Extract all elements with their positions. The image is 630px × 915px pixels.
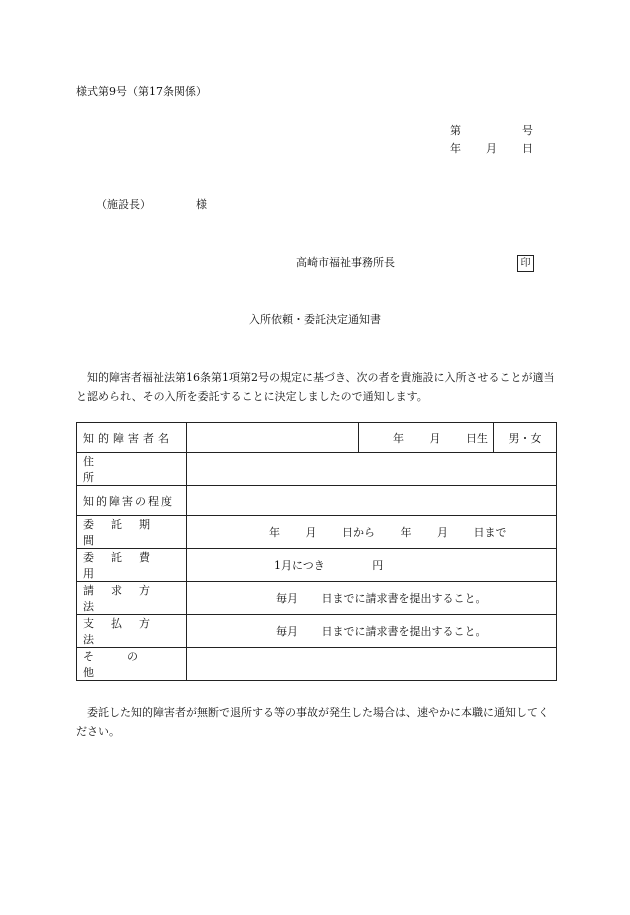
label-address-text: 住所 (83, 455, 171, 484)
from-year: 年 (269, 526, 280, 539)
birth-day: 日生 (466, 431, 488, 445)
label-degree (77, 486, 187, 516)
row-payment (77, 615, 557, 648)
gender-cell[interactable] (494, 423, 557, 453)
to-day: 日まで (473, 526, 507, 539)
other-cell[interactable] (187, 648, 557, 681)
recipient-honorific: 様 (196, 198, 207, 211)
payment-cell[interactable] (187, 615, 557, 648)
row-degree (77, 486, 557, 516)
label-other (77, 648, 187, 681)
row-other (77, 648, 557, 681)
payment-text: 日までに請求書を提出すること。 (321, 625, 487, 638)
row-billing (77, 582, 557, 615)
sender-name: 高崎市福祉事務所長 (296, 256, 395, 269)
date-year: 年 (450, 142, 461, 155)
cost-cell[interactable] (187, 549, 557, 582)
notice-table (76, 422, 557, 681)
label-other-text: その他 (83, 650, 171, 679)
seal-mark: 印 (517, 255, 534, 272)
form-number: 様式第9号（第17条関係） (76, 85, 207, 98)
gender-options: 男・女 (508, 431, 542, 445)
label-payment (77, 615, 187, 648)
label-billing (77, 582, 187, 615)
label-cost-text: 委託費用 (83, 551, 167, 580)
footer-text: 委託した知的障害者が無断で退所する等の事故が発生した場合は、速やかに本職に通知してください。 (76, 706, 549, 738)
birthdate-cell[interactable] (359, 423, 494, 453)
cost-per-month: 1月につき (274, 559, 325, 572)
row-period (77, 516, 557, 549)
label-name (77, 423, 187, 453)
to-year: 年 (400, 526, 412, 539)
label-address (77, 453, 187, 486)
date-day: 日 (522, 142, 533, 155)
label-degree-text: 知的障害の程度 (83, 494, 174, 508)
page-title: 入所依頼・委託決定通知書 (249, 313, 381, 326)
payment-every-month: 毎月 (276, 625, 298, 638)
doc-no-suffix: 号 (522, 124, 533, 137)
period-cell[interactable] (187, 516, 557, 549)
birth-year: 年 (393, 431, 404, 445)
row-cost (77, 549, 557, 582)
birth-month: 月 (429, 431, 441, 445)
cost-yen: 円 (372, 559, 384, 572)
name-cell[interactable] (187, 423, 359, 453)
from-month: 月 (305, 526, 317, 539)
doc-no-prefix: 第 (450, 124, 461, 137)
billing-text: 日までに請求書を提出すること。 (321, 592, 487, 605)
body-text: 知的障害者福祉法第16条第1項第2号の規定に基づき、次の者を貴施設に入所させることが適当と認められ、その入所を委託することに決定しましたので通知します。 (76, 371, 555, 403)
from-day: 日から (342, 526, 375, 539)
label-period (77, 516, 187, 549)
date-month: 月 (486, 142, 497, 155)
to-month: 月 (437, 526, 448, 539)
recipient-title: （施設長） (96, 198, 151, 211)
label-payment-text: 支払方法 (83, 617, 167, 646)
address-cell[interactable] (187, 453, 557, 486)
label-name-text: 知的障害者名 (83, 431, 173, 445)
row-name (77, 423, 557, 453)
label-billing-text: 請求方法 (83, 584, 167, 613)
label-period-text: 委託期間 (83, 518, 167, 547)
billing-every-month: 毎月 (276, 592, 298, 605)
billing-cell[interactable] (187, 582, 557, 615)
row-address (77, 453, 557, 486)
label-cost (77, 549, 187, 582)
degree-cell[interactable] (187, 486, 557, 516)
